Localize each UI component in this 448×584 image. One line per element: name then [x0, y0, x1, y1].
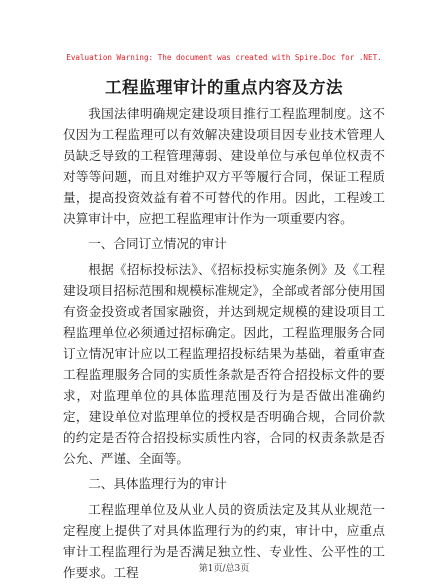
page-footer: 第1页/总3页 [198, 564, 250, 574]
paragraph-contract: 根据《招标投标法》、《招标投标实施条例》及《工程建设项目招标范围和规模标准规定》，全部或者部分使用国有资金投资或者国家融资，并达到规定规模的建设项目工程监理单位必须通过招标确定。因此，工程监理服务合同订立情况审计应以工程监理招投标结果为基础，着重审查工程监理服务合同的实质性条款是否符合招投标文件的要求，对监理单位的具体监理范围及行为是否做出准确约定，建设单位对监理单位的授权是否明确合规，合同价款的约定是否符合招投标实质性内容，合同的权责条款是否公允、严谨、全面等。 [63, 262, 385, 466]
paragraph-intro: 我国法律明确规定建设项目推行工程监理制度。这不仅因为工程监理可以有效解决建设项目因专业技术管理人员缺乏导致的工程管理薄弱、建设单位与承包单位权责不对等等问题，而且对维护双方平等履行合同，保证工程质量，提高投资效益有着不可替代的作用。因此，工程竣工决算审计中，应把工程监理审计作为一项重要内容。 [63, 106, 385, 226]
evaluation-warning: Evaluation Warning: The document was created with Spire.Doc for .NET. [66, 53, 382, 62]
section-heading-supervision: 二、具体监理行为的审计 [88, 476, 227, 492]
section-heading-contract: 一、合同订立情况的审计 [88, 236, 227, 252]
document-title: 工程监理审计的重点内容及方法 [105, 78, 343, 97]
document-body [63, 104, 385, 584]
paragraph-supervision: 工程监理单位及从业人员的资质法定及其从业规范一定程度上提供了对具体监理行为的约束，审计中，应重点审计工程监理行为是否满足独立性、专业性、公平性的工作要求。工程 [63, 502, 385, 581]
